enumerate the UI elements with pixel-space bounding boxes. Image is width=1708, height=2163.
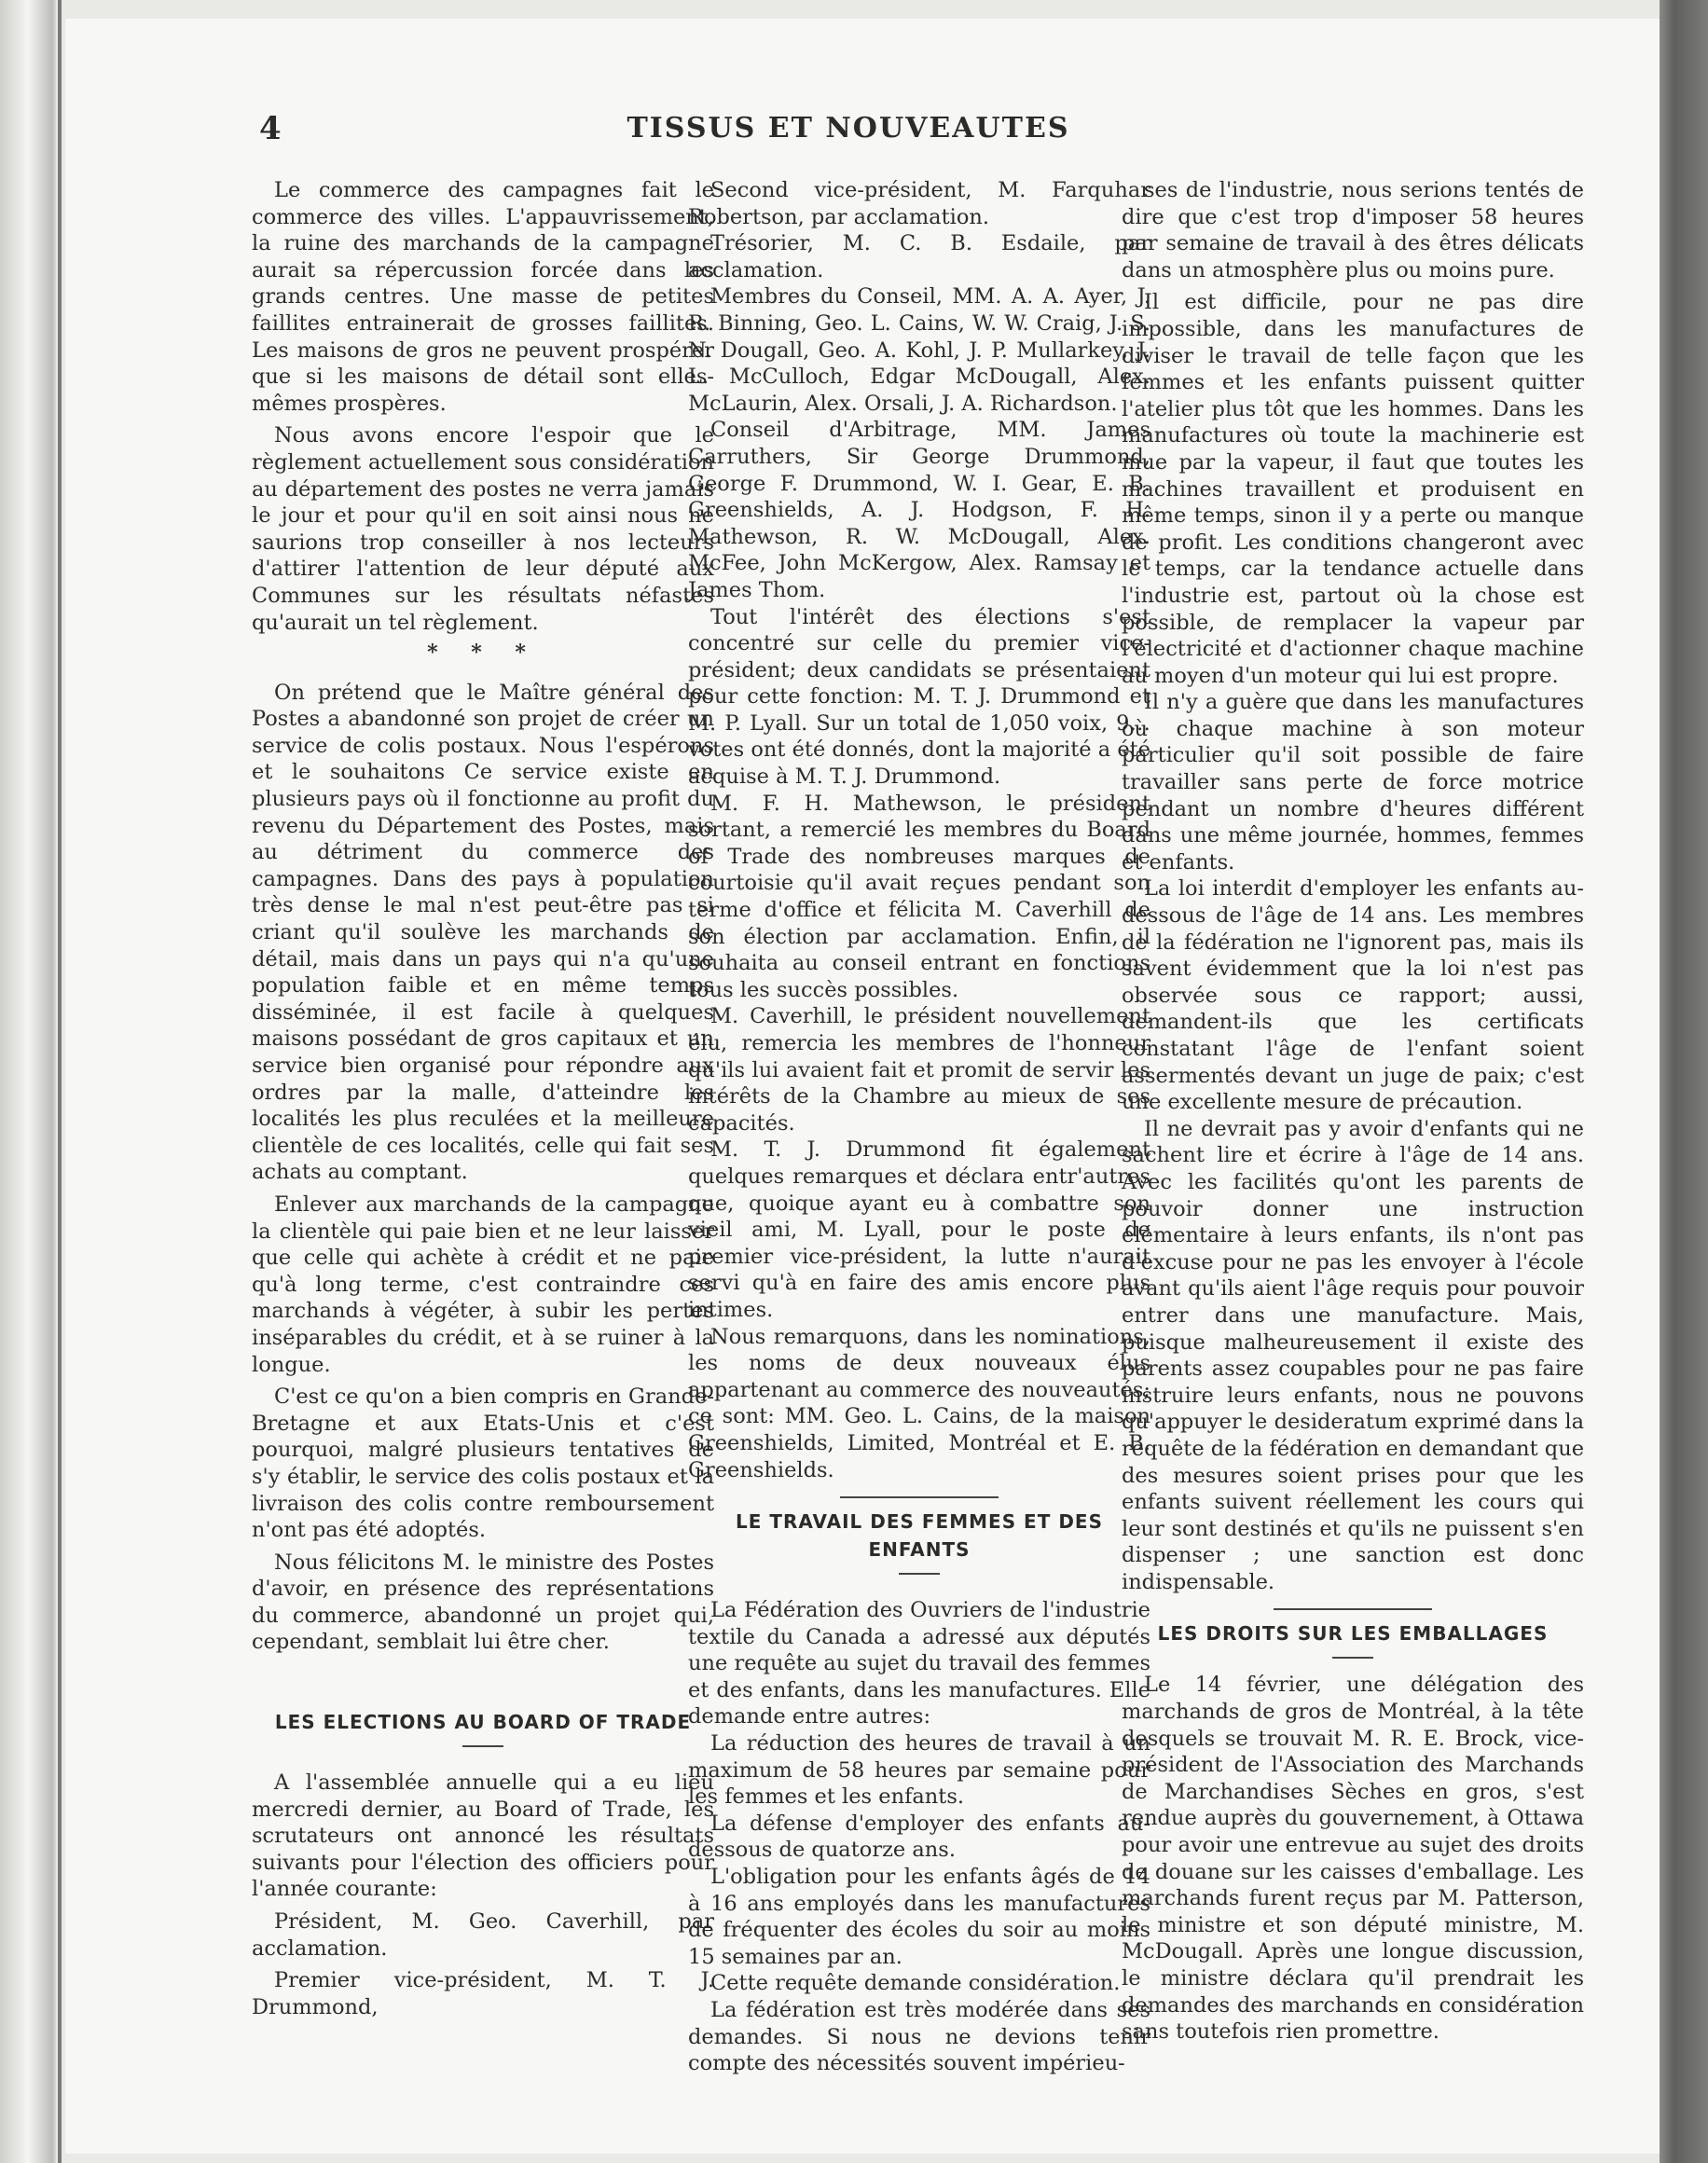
section-rule xyxy=(1332,1657,1373,1659)
article-paragraph: Il n'y a guère que dans les manufactures où chaque machine à son moteur particulier qu'il soit possible de faire travailler sans perte de force motrice pendant un nombre d'heures différent dans une même journée, hommes, femmes et enfants. xyxy=(1122,690,1584,875)
section-rule xyxy=(840,1496,999,1498)
article-paragraph: Nous félicitons M. le ministre des Postes d'avoir, en présence des représentations du commerce, abandonné un projet qui, cependant, semblait lui être cher. xyxy=(252,1550,714,1655)
article-paragraph: Nous remarquons, dans les nominations, les noms de deux nouveaux élus appartenant au commerce des nouveautés; ce sont: MM. Geo. L. Cains, de la maison Greenshields, Limited, Montréal et E. B. Greenshields. xyxy=(688,1324,1150,1482)
article-paragraph: L'obligation pour les enfants âgés de 14 à 16 ans employés dans les manufactures de fréquenter des écoles du soir au moins 15 semaines par an. xyxy=(688,1865,1150,1969)
page-right-edge xyxy=(1660,0,1708,2163)
article-paragraph: Trésorier, M. C. B. Esdaile, par acclamation. xyxy=(688,231,1150,282)
section-rule xyxy=(462,1745,503,1747)
section-rule xyxy=(1274,1608,1432,1610)
article-paragraph: Président, M. Geo. Caverhill, par acclamation. xyxy=(252,1909,714,1961)
section-separator-stars: * * * xyxy=(427,641,539,666)
article-paragraph: La fédération est très modérée dans ses demandes. Si nous ne devions tenir compte des nécessités souvent impérieu- xyxy=(688,1998,1150,2076)
article-paragraph: Il est difficile, pour ne pas dire impossible, dans les manufactures de diviser le travail de telle façon que les femmes et les enfants puissent quitter l'atelier plus tôt que les hommes. Dans les manufactures où toute la machinerie est mue par la vapeur, il faut que toutes les machines travaillent et produisent en même temps, sinon il y a perte ou manque de profit. Les conditions changeront avec le temps, car la tendance actuelle dans l'industrie est, partout où la chose est possible, de remplacer la vapeur par l'électricité et d'actionner chaque machine au moyen d'un moteur qui lui est propre. xyxy=(1122,290,1584,688)
page-binding-edge xyxy=(58,0,62,2163)
article-paragraph: Conseil d'Arbitrage, MM. James Carruthers, Sir George Drummond, George F. Drummond, W. I. Gear, E. B. Greenshields, A. J. Hodgson, F. H. Mathewson, R. W. McDougall, Alex. McFee, John McKergow, Alex. Ramsay et James Thom. xyxy=(688,418,1150,602)
column-1 xyxy=(252,177,714,2020)
page-header xyxy=(65,103,1660,158)
article-paragraph: Il ne devrait pas y avoir d'enfants qui ne sachent lire et écrire à l'âge de 14 ans. Avec les facilités qu'ont les parents de pouvoir donner une instruction élémentaire à leurs enfants, ils n'ont pas d'excuse pour ne pas les envoyer à l'école avant qu'ils aient l'âge requis pour pouvoir entrer dans une manufacture. Mais, puisque malheureusement il existe des parents assez coupables pour ne pas faire instruire leurs enfants, nous ne pouvons qu'appuyer le desideratum exprimé dans la requête de la fédération en demandant que des mesures soient prises pour que les enfants suivent réellement les cours qui leur sont destinés et qu'ils ne puissent s'en dispenser ; une sanction est donc indispensable. xyxy=(1122,1116,1585,1594)
article-paragraph: On prétend que le Maître général des Postes a abandonné son projet de créer un service de colis postaux. Nous l'espérons et le souhaitons Ce service existe en plusieurs pays où il fonctionne au profit du revenu du Département des Postes, mais au détriment du commerce des campagnes. Dans des pays à population très dense le mal n'est peut-être pas si criant qu'il soulève les marchands de détail, mais dans un pays qui n'a qu'une population faible et en même temps disséminée, il est facile à quelques maisons possédant de gros capitaux et un service bien organisé pour répondre aux ordres par la malle, d'atteindre les localités les plus reculées et la meilleure clientèle de ces localités, celle qui fait ses achats au comptant. xyxy=(252,680,714,1185)
article-paragraph: Le commerce des campagnes fait le commerce des villes. L'appauvrissement, la ruine des marchands de la campagne aurait sa répercussion forcée dans les grands centres. Une masse de petites faillites entrainerait de grosses faillites. Les maisons de gros ne peuvent prospérer que si les maisons de détail sont elles-mêmes prospères. xyxy=(252,178,714,416)
article-paragraph: Membres du Conseil, MM. A. A. Ayer, J. R. Binning, Geo. L. Cains, W. W. Craig, J. S. N. Dougall, Geo. A. Kohl, J. P. Mullarkey, J. L. McCulloch, Edgar McDougall, Alex. McLaurin, Alex. Orsali, J. A. Richardson. xyxy=(688,284,1150,416)
article-paragraph: La Fédération des Ouvriers de l'industrie textile du Canada a adressé aux députés une requête au sujet du travail des femmes et des enfants, dans les manufactures. Elle demande entre autres: xyxy=(688,1598,1150,1729)
article-paragraph: M. T. J. Drummond fit également quelques remarques et déclara entr'autres que, quoique ayant eu à combattre son vieil ami, M. Lyall, pour le poste de premier vice-président, la lutte n'aurait servi qu'à en faire des amis encore plus intimes. xyxy=(688,1137,1150,1322)
article-paragraph: C'est ce qu'on a bien compris en Grande-Bretagne et aux Etats-Unis et c'est pourquoi, malgré plusieurs tentatives de s'y établir, le service des colis postaux et la livraison des colis contre remboursement n'ont pas été adoptés. xyxy=(252,1385,714,1543)
book-spine-shadow xyxy=(0,0,56,2163)
article-paragraph: Premier vice-président, M. T. J. Drummond, xyxy=(252,1968,714,2019)
article-paragraph: M. F. H. Mathewson, le président sortant, a remercié les membres du Board of Trade des nombreuses marques de courtoisie qu'il avait reçues pendant son terme d'office et félicita M. Caverhill de son élection par acclamation. Enfin, il souhaita au conseil entrant en fonctions tous les succès possibles. xyxy=(688,791,1150,1002)
column-2 xyxy=(688,177,1150,2077)
article-paragraph: La défense d'employer des enfants au-dessous de quatorze ans. xyxy=(688,1811,1150,1863)
article-paragraph: Nous avons encore l'espoir que le règlement actuellement sous considération au département des postes ne verra jamais le jour et pour qu'il en soit ainsi nous ne saurions trop conseiller à nos lecteurs d'attirer l'attention de leur député aux Communes sur les résultats néfastes qu'aurait un tel règlement. xyxy=(252,423,714,635)
section-title-emballages: LES DROITS SUR LES EMBALLAGES xyxy=(1157,1622,1549,1646)
section-title-travail: LE TRAVAIL DES FEMMES ET DES ENFANTS xyxy=(735,1510,1103,1562)
article-paragraph: Second vice-président, M. Farquhar Robertson, par acclamation. xyxy=(688,178,1150,229)
article-paragraph: La réduction des heures de travail à un maximum de 58 heures par semaine pour les femmes et les enfants. xyxy=(688,1731,1150,1810)
article-paragraph: Cette requête demande considération. xyxy=(710,1971,1121,1996)
article-paragraph: Enlever aux marchands de la campagne la clientèle qui paie bien et ne leur laisser que celle qui achète à crédit et ne paie qu'à long terme, c'est contraindre ces marchands à végéter, à subir les pertes inséparables du crédit, et à se ruiner à la longue. xyxy=(252,1192,714,1377)
article-paragraph: ses de l'industrie, nous serions tentés de dire que c'est trop d'imposer 58 heures par semaine de travail à des êtres délicats dans un atmosphère plus ou moins pure. xyxy=(1122,178,1584,282)
article-paragraph: A l'assemblée annuelle qui a eu lieu mercredi dernier, au Board of Trade, les scrutateurs ont annoncé les résultats suivants pour l'élection des officiers pour l'année courante: xyxy=(252,1770,714,1902)
article-paragraph: Le 14 février, une délégation des marchands de gros de Montréal, à la tête desquels se trouvait M. R. E. Brock, vice-président de l'Association des Marchands de Marchandises Sèches en gros, s'est rendue auprès du gouvernement, à Ottawa pour avoir une entrevue au sujet des droits de douane sur les caisses d'emballage. Les marchands furent reçus par M. Patterson, le ministre et son député ministre, M. McDougall. Après une longue discussion, le ministre déclara qu'il prendrait les demandes des marchands en considération sans toutefois rien promettre. xyxy=(1122,1673,1584,2045)
journal-title: TISSUS ET NOUVEAUTES xyxy=(627,112,1070,145)
article-paragraph: Tout l'intérêt des élections s'est concentré sur celle du premier vice-président; deux candidats se présentaient pour cette fonction: M. T. J. Drummond et M. P. Lyall. Sur un total de 1,050 voix, 9… votes ont été donnés, dont la majorité a été acquise à M. T. J. Drummond. xyxy=(688,604,1150,790)
section-rule xyxy=(899,1573,940,1575)
article-paragraph: M. Caverhill, le président nouvellement élu, remercia les membres de l'honneur qu'ils lui avaient fait et promit de servir les intérêts de la Chambre au mieux de ses capacités. xyxy=(688,1004,1150,1136)
page-number: 4 xyxy=(259,110,282,147)
article-paragraph: La loi interdit d'employer les enfants au-dessous de l'âge de 14 ans. Les membres de la fédération ne l'ignorent pas, mais ils savent évidemment que la loi n'est pas observée sous ce rapport; aussi, demandent-ils que les certificats constatant l'âge de l'enfant soient assermentés devant un juge de paix; c'est une excellente mesure de précaution. xyxy=(1122,876,1584,1115)
newspaper-page xyxy=(65,19,1660,2154)
section-title-elections: LES ELECTIONS AU BOARD OF TRADE xyxy=(274,1711,692,1734)
column-3 xyxy=(1122,177,1584,2046)
